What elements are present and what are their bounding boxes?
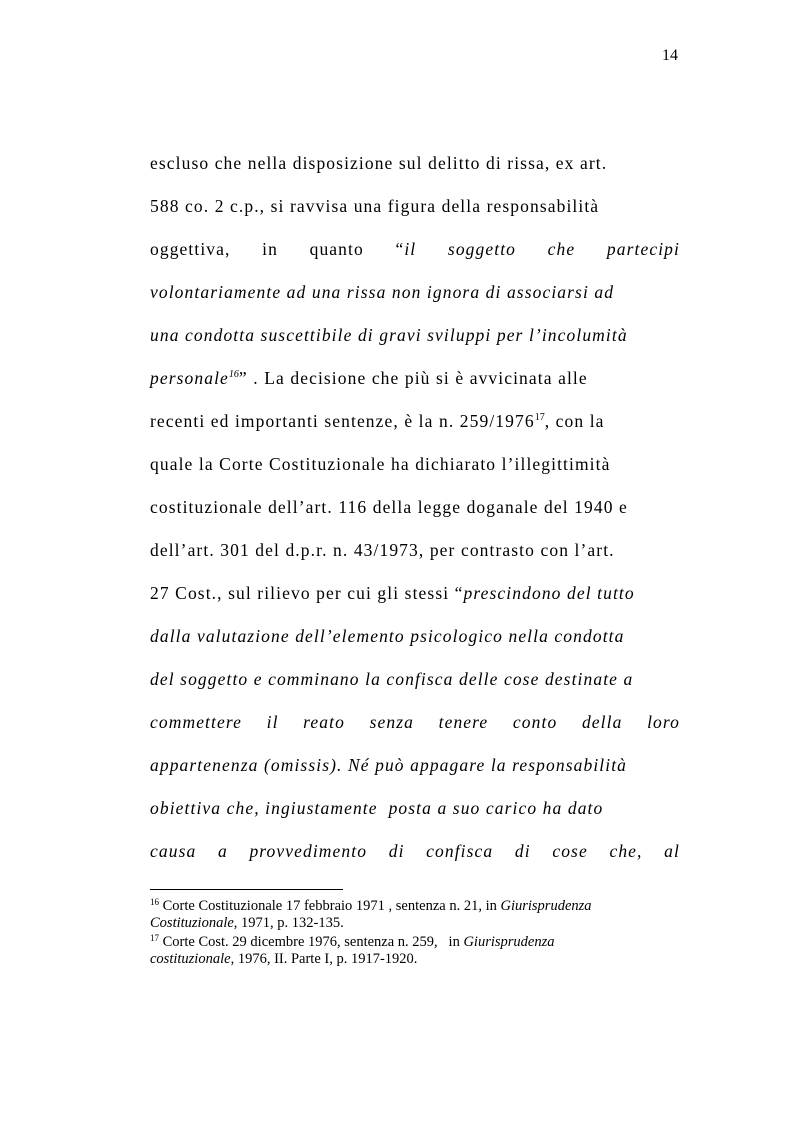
word: confisca <box>426 841 494 861</box>
word <box>395 239 416 259</box>
body-line-10: dell’art. 301 del d.p.r. n. 43/1973, per contrasto con l’art. <box>150 540 615 560</box>
word: commettere <box>150 712 242 732</box>
word: di <box>388 841 405 861</box>
word: il <box>266 712 279 732</box>
word: partecipi <box>606 239 680 259</box>
text: . La decisione che più si è avvicinata alle <box>247 368 588 388</box>
body-line-13: del soggetto e comminano la confisca delle cose destinate a <box>150 669 634 689</box>
page-number: 14 <box>662 47 678 64</box>
footnote-17 <box>150 934 670 968</box>
word: causa <box>150 841 197 861</box>
word: a <box>217 841 228 861</box>
word: reato <box>303 712 345 732</box>
body-line-16: obiettiva che, ingiustamente posta a suo carico ha dato <box>150 798 604 818</box>
body-line-5: una condotta suscettibile di gravi sviluppi per l’incolumità <box>150 325 628 345</box>
word: che <box>547 239 576 259</box>
text: 27 Cost., sul rilievo per cui gli stessi “ <box>150 583 464 603</box>
body-line-4: volontariamente ad una rissa non ignora di associarsi ad <box>150 282 615 302</box>
word: tenere <box>438 712 489 732</box>
footnote-separator <box>150 889 343 890</box>
word: loro <box>647 712 680 732</box>
body-line-6 <box>150 368 680 388</box>
word: soggetto <box>447 239 517 259</box>
word: di <box>514 841 531 861</box>
text: recenti ed importanti sentenze, è la n. 259/1976 <box>150 411 535 431</box>
footnote-number: 17 <box>150 933 159 943</box>
word: oggettiva, <box>150 239 231 259</box>
footnote-italic: Giurisprudenza <box>463 934 555 950</box>
body-line-7 <box>150 411 680 431</box>
body-line-15: appartenenza (omissis). Né può appagare la responsabilità <box>150 755 628 775</box>
body-line-17 <box>150 841 680 861</box>
footnote-text: , 1971, p. 132-135. <box>233 915 344 931</box>
word: al <box>664 841 680 861</box>
word: cose <box>552 841 588 861</box>
close-quote: ” <box>238 368 248 388</box>
word: provvedimento <box>249 841 368 861</box>
body-line-3 <box>150 239 680 259</box>
italic-text: personale <box>150 368 229 388</box>
footnote-text: Corte Costituzionale 17 febbraio 1971 , sentenza n. 21, in <box>159 898 501 914</box>
word: quanto <box>309 239 364 259</box>
text: , con la <box>544 411 605 431</box>
footnote-ref-16[interactable]: 16 <box>228 369 239 380</box>
body-line-1: escluso che nella disposizione sul delitto di rissa, ex art. <box>150 153 608 173</box>
footnote-16 <box>150 898 670 932</box>
footnote-italic: costituzionale <box>150 951 231 967</box>
body-line-12: dalla valutazione dell’elemento psicologico nella condotta <box>150 626 625 646</box>
word: il <box>404 239 417 259</box>
body-line-11 <box>150 583 680 603</box>
footnote-text: Corte Cost. 29 dicembre 1976, sentenza n. 259, in <box>159 934 464 950</box>
footnote-ref-17[interactable]: 17 <box>534 412 545 423</box>
word: senza <box>369 712 414 732</box>
body-line-8: quale la Corte Costituzionale ha dichiarato l’illegittimità <box>150 454 611 474</box>
footnote-text: , 1976, II. Parte I, p. 1917-1920. <box>230 951 418 967</box>
open-quote: “ <box>395 239 405 259</box>
body-line-9: costituzionale dell’art. 116 della legge doganale del 1940 e <box>150 497 628 517</box>
word: della <box>581 712 623 732</box>
body-line-2: 588 co. 2 c.p., si ravvisa una figura della responsabilità <box>150 196 600 216</box>
italic-text: prescindono del tutto <box>463 583 635 603</box>
word: che, <box>609 841 643 861</box>
footnote-number: 16 <box>150 897 159 907</box>
footnote-italic: Costituzionale <box>150 915 234 931</box>
word: in <box>262 239 278 259</box>
word: conto <box>512 712 558 732</box>
body-line-14 <box>150 712 680 732</box>
footnote-italic: Giurisprudenza <box>500 898 592 914</box>
